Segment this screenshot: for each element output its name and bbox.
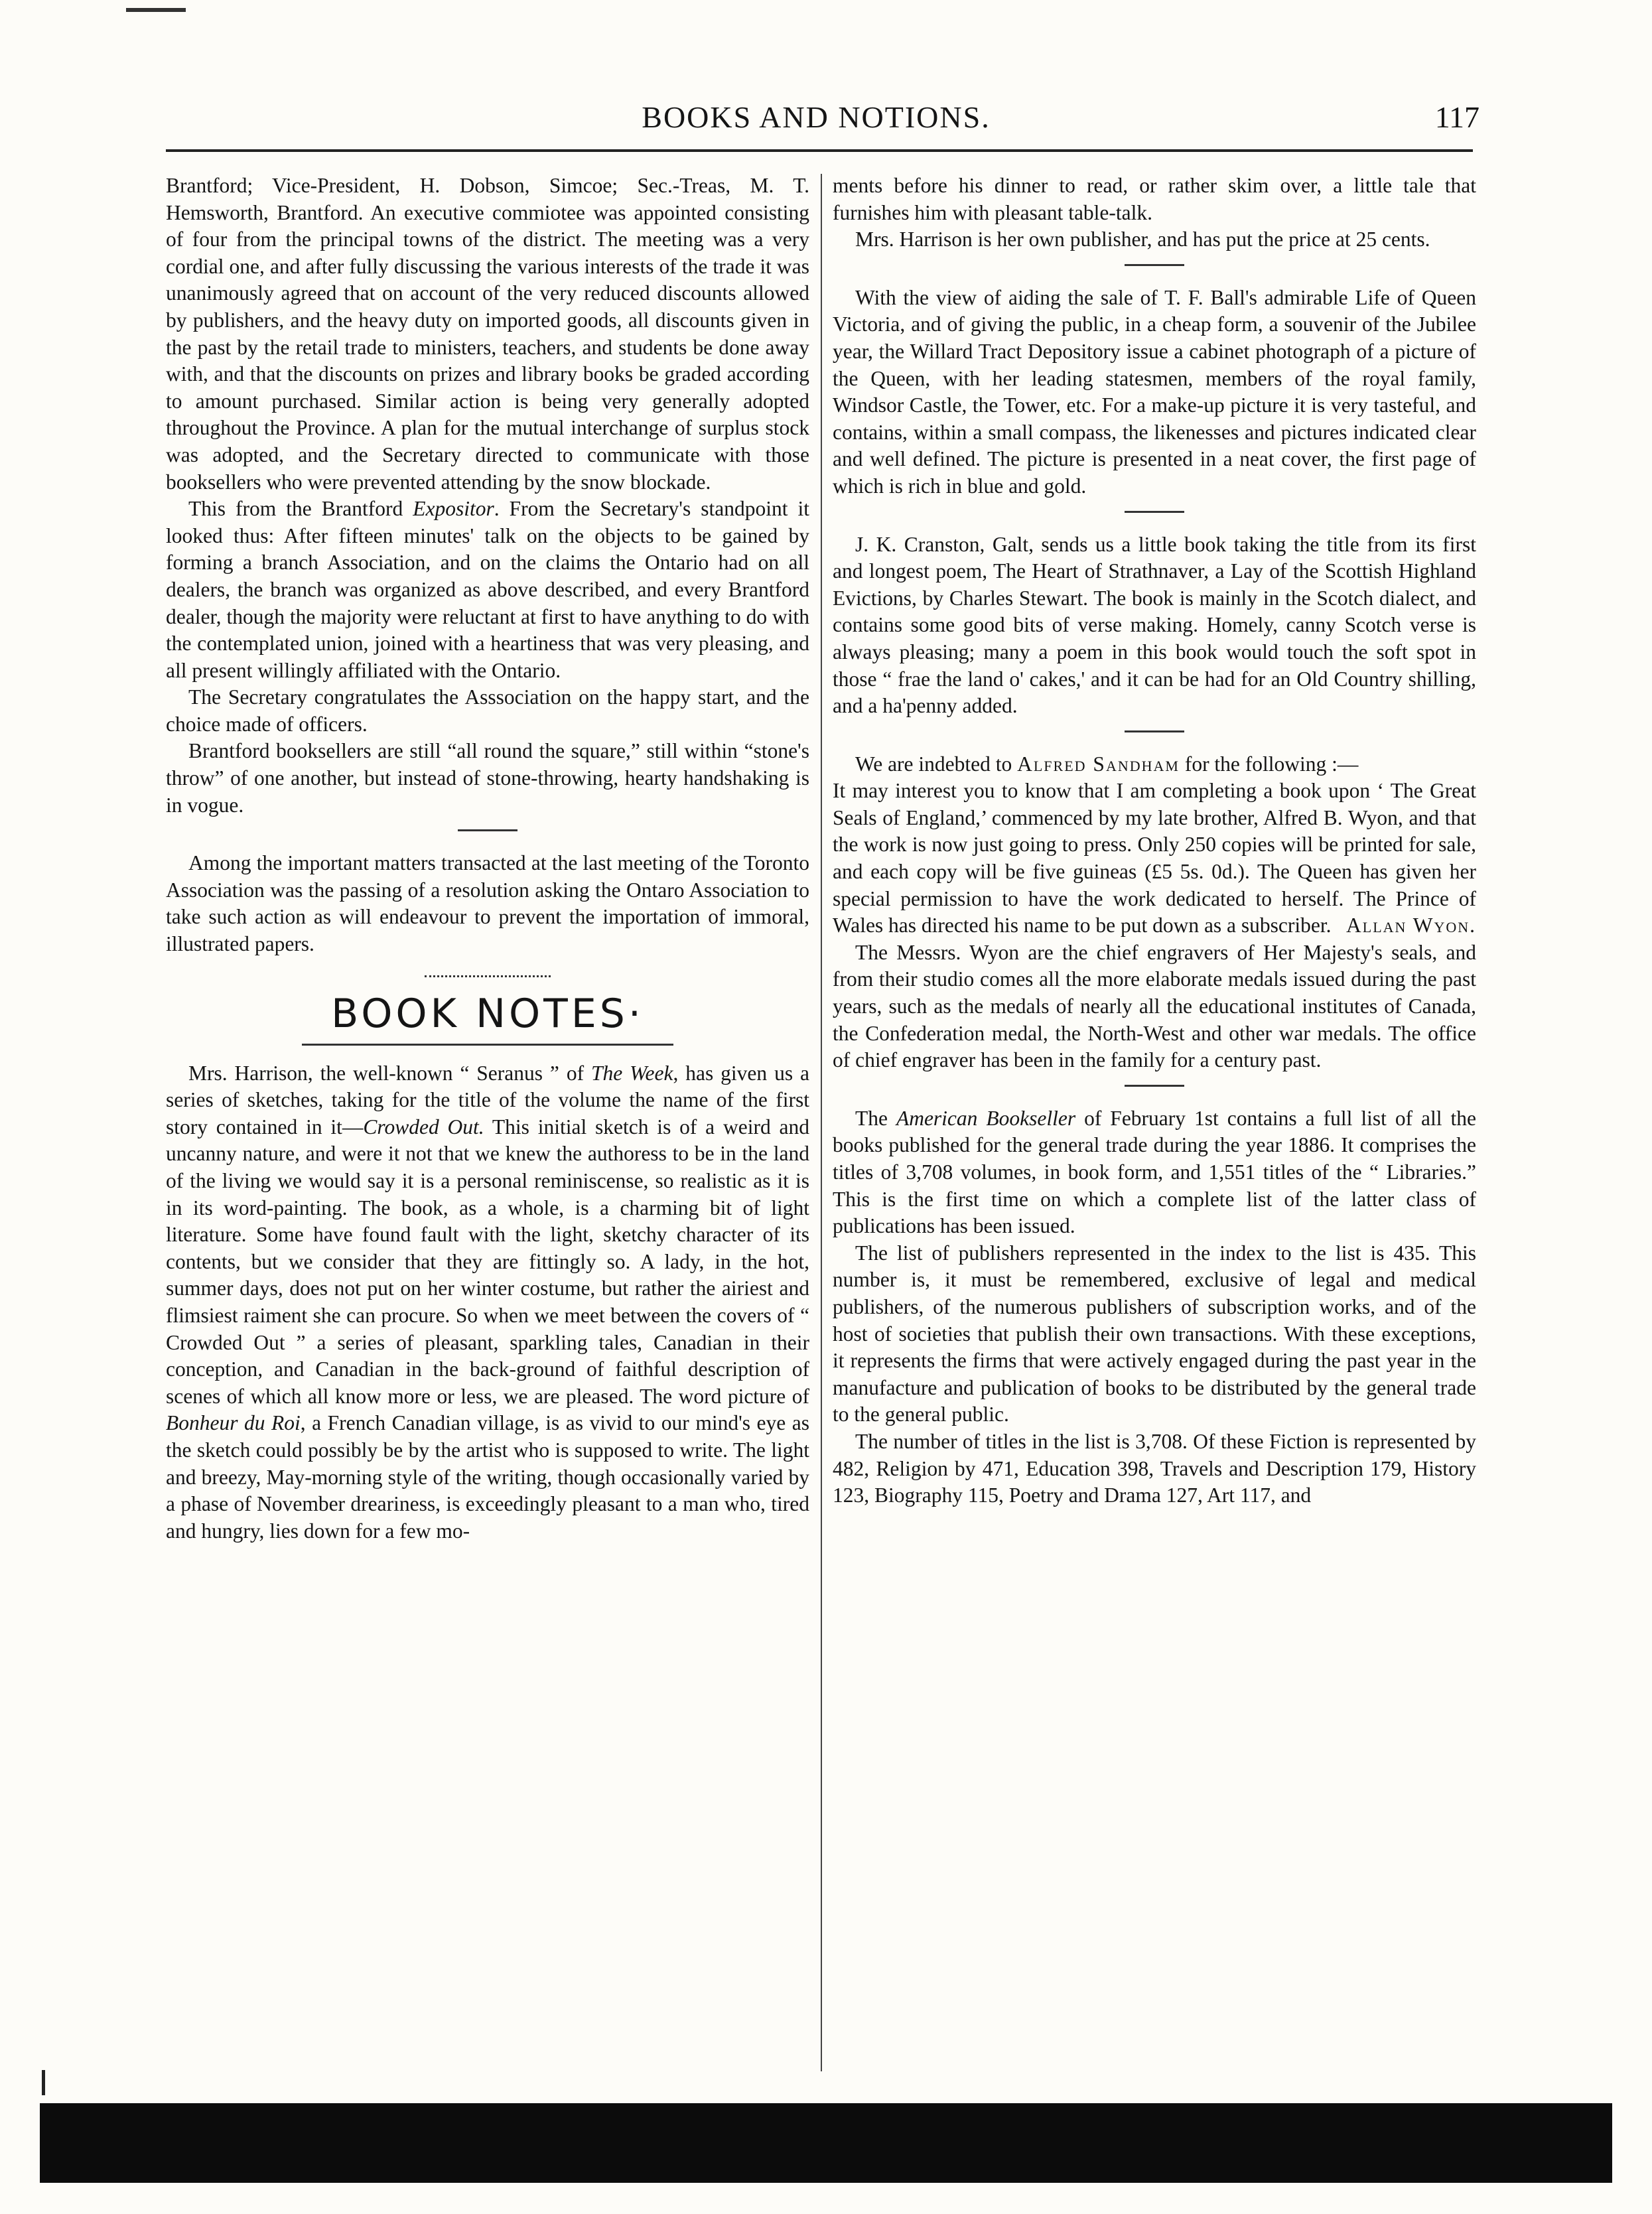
text-run: This from the Brantford xyxy=(188,497,413,521)
italic-text: Expositor xyxy=(413,497,494,521)
letter-signature: Allan Wyon. xyxy=(1346,914,1476,937)
italic-text: American Bookseller xyxy=(896,1106,1076,1130)
italic-text: The Week xyxy=(591,1061,673,1085)
paragraph: ments before his dinner to read, or rather skim over, a little tale that furnishes him with pleasant table-talk. xyxy=(833,174,1476,224)
text-run: Mrs. Harrison, the well-known “ Seranus ” of xyxy=(188,1061,591,1085)
paragraph: With the view of aiding the sale of T. F. Ball's admirable Life of Queen Victoria, and of giving the public, in a cheap form, a souvenir of the Jubilee year, the Willard Tract Depository issue a cabinet photograph of a picture of the Queen, with her leading statesmen, members of the royal family, Windsor Castle, the Tower, etc. For a make-up picture it is very tasteful, and contains, within a small compass, the likenesses and pictures indicated clear and well defined. The picture is presented in a neat cover, the first page of which is rich in blue and gold. xyxy=(833,285,1476,498)
paragraph: J. K. Cranston, Galt, sends us a little book taking the title from its first and longest poem, The Heart of Strathnaver, a Lay of the Scottish Highland Evictions, by Charles Stewart. The book is mainly in the Scotch dialect, and contains some good bits of verse making. Homely, canny Scotch verse is always pleasing; many a poem in this book would touch the soft spot in those “ frae the land o' cakes,' and it can be had for an Old Country shilling, and a ha'penny added. xyxy=(833,532,1476,718)
italic-text: Crowded Out. xyxy=(363,1115,484,1139)
italic-text: Bonheur du Roi xyxy=(166,1411,301,1435)
paragraph: Brantford; Vice-President, H. Dobson, Simcoe; Sec.-Treas, M. T. Hemsworth, Brantford. An executive commiotee was appointed consisting of four from the principal towns of the district. The meeting was a very cordial one, and after fully discussing the various interests of the trade it was unanimously agreed that on account of the very reduced discounts allowed by publishers, and the heavy duty on imported goods, all discounts given in the past by the retail trade to ministers, teachers, and students be done away with, and that the discounts on prizes and library books be graded according to amount purchased. Similar action is being very generally adopted throughout the Province. A plan for the mutual interchange of surplus stock was adopted, and the Secretary directed to communicate with those booksellers who were prevented attending by the snow blockade. xyxy=(166,174,809,494)
separator-rule xyxy=(1125,511,1184,513)
paragraph: Mrs. Harrison is her own publisher, and has put the price at 25 cents. xyxy=(855,228,1430,251)
section-title: BOOK NOTES· xyxy=(331,990,644,1037)
text-run: It may interest you to know that I am completing a book upon ‘ The Great Seals of England,’ commenced by my late brother, Alfred B. Wyon, and that the work is now just going to press. Only 250 copies will be printed for sale, and each copy will be five guineas (£5 5s. 0d.). The Queen has given her special permission to have the work dedicated to herself. The Prince of Wales has directed his name to be put down as a subscriber. xyxy=(833,779,1476,937)
running-head: BOOKS AND NOTIONS. xyxy=(642,100,991,134)
title-underline xyxy=(302,1044,673,1046)
separator-rule xyxy=(1125,1085,1184,1087)
separator-rule xyxy=(1125,264,1184,266)
header-rule xyxy=(166,149,1473,152)
column-divider xyxy=(821,174,822,2071)
scan-edge-bar xyxy=(40,2103,1612,2183)
page-header xyxy=(153,100,1480,146)
paragraph xyxy=(833,1105,1476,1240)
paragraph: The number of titles in the list is 3,708. Of these Fiction is represented by 482, Religion by 471, Education 398, Travels and Description 179, History 123, Biography 115, Poetry and Drama 127, Art 117, and xyxy=(833,1429,1476,1507)
right-column xyxy=(833,173,1476,1509)
paragraph: Brantford booksellers are still “all round the square,” still within “stone's throw” of one another, but instead of stone-throwing, hearty handshaking is in vogue. xyxy=(166,739,809,817)
separator-rule xyxy=(458,829,517,831)
paragraph: The Messrs. Wyon are the chief engravers of Her Majesty's seals, and from their studio comes all the more elaborate medals issued during the past years, such as the medals of nearly all the educational institutes of Canada, the Confederation medal, the North-West and other war medals. The office of chief engraver has been in the family for a century past. xyxy=(833,940,1476,1072)
text-run: , has given us a series of sketches, taking for the title of the volume the name of the first story contained in it— xyxy=(166,1061,809,1139)
page-number: 117 xyxy=(1434,100,1480,134)
paragraph xyxy=(166,496,809,684)
separator-rule xyxy=(425,975,551,977)
paragraph: The Secretary congratulates the Asssociation on the happy start, and the choice made of officers. xyxy=(166,685,809,736)
text-run: We are indebted to xyxy=(855,752,1018,776)
text-run: This initial sketch is of a weird and uncanny nature, and were it not that we knew the authoress to be in the land of the living we would say it is a personal reminiscense, so realistic as it is in its word-painting. The book, as a whole, is a charming bit of light literature. Some have found fault with the light, sketchy character of its contents, but we consider that they are fittingly so. A lady, in the hot, summer days, does not put on her winter costume, but rather the airiest and flimsiest raiment she can procure. So when we meet between the covers of “ Crowded Out ” a series of pleasant, sparkling tales, Canadian in their conception, and Canadian in the back-ground of faithful description of scenes of which all know more or less, we are pleased. The word picture of xyxy=(166,1115,809,1408)
left-column xyxy=(166,173,809,1545)
quoted-letter xyxy=(833,778,1476,939)
paragraph: The list of publishers represented in the index to the list is 435. This number is, it must be remembered, exclusive of legal and medical publishers, of the numerous publishers of subscription works, and of the host of societies that publish their own transactions. With these exceptions, it represents the firms that were actively engaged during the past year in the manufacture and publication of books to be distributed by the general trade to the general public. xyxy=(833,1241,1476,1426)
text-run: . From the Secretary's standpoint it looked thus: After fifteen minutes' talk on the objects to be gained by forming a branch Association, and on the claims the Ontario had on all dealers, the branch was organized as above described, and every Brantford dealer, though the majority were reluctant at first to have anything to do with the contemplated union, joined with a heartiness that was very pleasing, and all present willingly affiliated with the Ontario. xyxy=(166,497,809,682)
text-run: for the following :— xyxy=(1179,752,1359,776)
paragraph xyxy=(166,1060,809,1545)
text-run: The xyxy=(855,1106,896,1130)
paragraph: Among the important matters transacted at the last meeting of the Toronto Association was the passing of a resolution asking the Ontaro Association to take such action as will endeavour to prevent the importation of immoral, illustrated papers. xyxy=(166,851,809,956)
paragraph xyxy=(833,751,1476,778)
scan-mark xyxy=(42,2070,45,2095)
scan-smudge xyxy=(126,8,186,12)
small-caps-name: Alfred Sandham xyxy=(1017,752,1180,776)
text-run: , a French Canadian village, is as vivid to our mind's eye as the sketch could possibly be by the artist who is supposed to write. The light and breezy, May-morning style of the writing, though occasionally varied by a phase of November dreariness, is exceedingly pleasant to a man who, tired and hungry, lies down for a few mo- xyxy=(166,1411,809,1543)
separator-rule xyxy=(1125,730,1184,732)
text-run: of February 1st contains a full list of all the books published for the general trade during the year 1886. It comprises the titles of 3,708 volumes, in book form, and 1,551 titles of the “ Libraries.” This is the first time on which a complete list of the latter class of publications has been issued. xyxy=(833,1106,1476,1238)
